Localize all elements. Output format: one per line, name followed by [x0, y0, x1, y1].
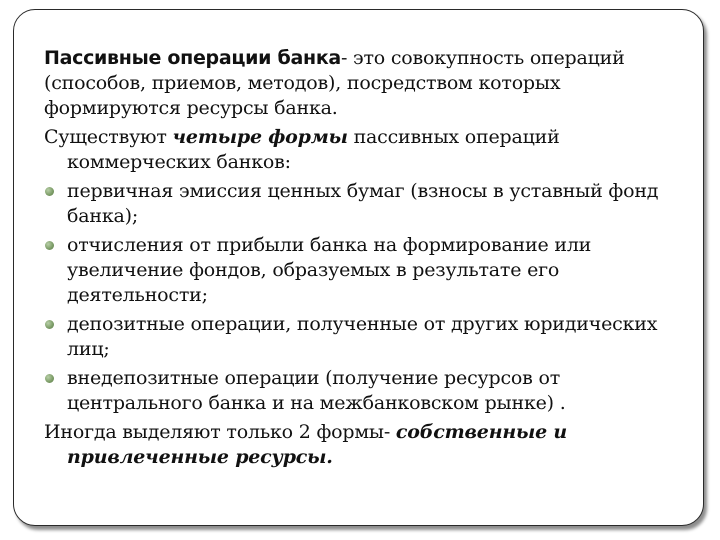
- forms-intro-emphasis: четыре формы: [172, 126, 348, 148]
- list-item-text: внедепозитные операции (получение ресурсов от центрального банка и на межбанковском рынке) .: [67, 367, 566, 414]
- list-item-text: первичная эмиссия ценных бумаг (взносы в уставный фонд банка);: [67, 180, 659, 227]
- bullet-icon: [45, 241, 54, 250]
- forms-list: [44, 179, 694, 416]
- slide-content: [44, 46, 694, 474]
- bullet-icon: [45, 374, 54, 383]
- list-item: [44, 312, 694, 362]
- closing-emphasis: собственные и привлеченные ресурсы.: [67, 421, 568, 468]
- forms-intro-paragraph: [44, 125, 694, 175]
- closing-paragraph: [44, 420, 694, 470]
- bullet-icon: [45, 187, 54, 196]
- list-item-text: отчисления от прибыли банка на формирование или увеличение фондов, образуемых в результате его деятельности;: [67, 234, 592, 306]
- forms-intro-after: пассивных операций коммерческих банков:: [67, 126, 560, 173]
- term-definition: - это совокупность операций (способов, приемов, методов), посредством которых формируются ресурсы банка.: [44, 47, 625, 119]
- closing-before: Иногда выделяют только 2 формы-: [44, 421, 396, 443]
- bullet-icon: [45, 320, 54, 329]
- list-item: [44, 233, 694, 308]
- forms-intro-before: Существуют: [44, 126, 173, 148]
- list-item-text: депозитные операции, полученные от других юридических лиц;: [67, 313, 658, 360]
- list-item: [44, 179, 694, 229]
- term-title: Пассивные операции банка: [44, 47, 341, 69]
- list-item: [44, 366, 694, 416]
- definition-paragraph: [44, 46, 694, 121]
